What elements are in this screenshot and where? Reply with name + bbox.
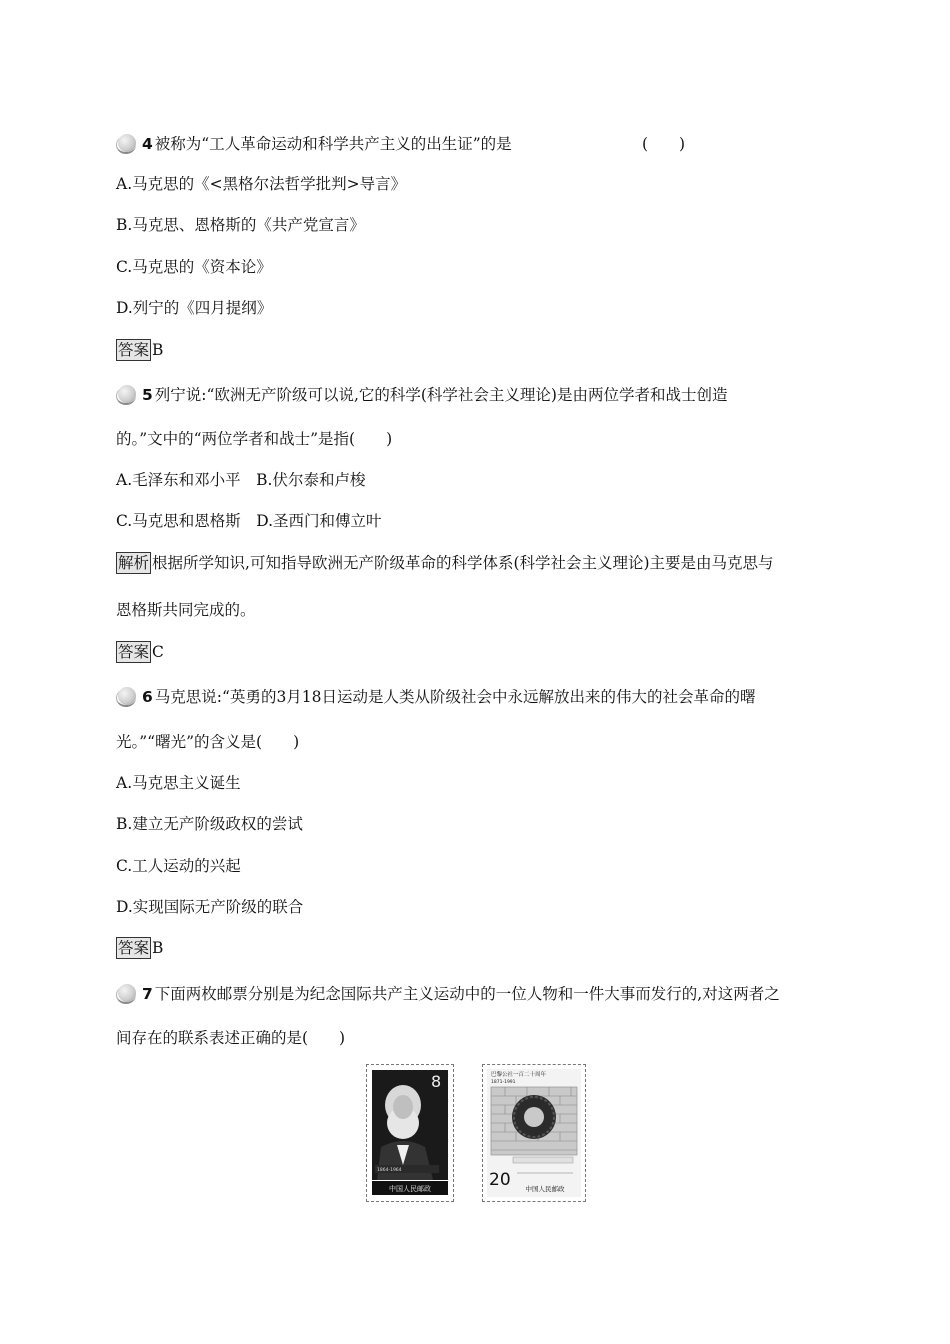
question-number: 5 [142, 386, 153, 404]
question-text: 下面两枚邮票分别是为纪念国际共产主义运动中的一位人物和一件大事而发行的,对这两者之 [154, 985, 780, 1003]
analysis-text: 根据所学知识,可知指导欧洲无产阶级革命的科学体系(科学社会主义理论)主要是由马克思与 [152, 554, 774, 572]
marx-portrait-image [367, 1065, 453, 1201]
stamp-value: 8 [431, 1072, 442, 1091]
stamp-years: 1871-1991 [491, 1080, 516, 1085]
question-marker-icon [116, 133, 138, 155]
question-text-continued: 间存在的联系表述正确的是( ) [116, 1029, 346, 1047]
option-b: B.马克思、恩格斯的《共产党宣言》 [116, 216, 365, 234]
answer-value: B [152, 341, 164, 359]
question-text: 马克思说:“英勇的3月18日运动是人类从阶级社会中永远解放出来的伟大的社会革命的曙 [154, 688, 756, 706]
stamps-figure [366, 1064, 588, 1204]
analysis-text-continued: 恩格斯共同完成的。 [116, 601, 256, 619]
wreath-wall-image [483, 1065, 585, 1201]
paris-commune-stamp [482, 1064, 586, 1202]
answer-value: C [152, 643, 164, 661]
question-marker-icon [116, 686, 138, 708]
option-c: C.马克思的《资本论》 [116, 258, 272, 276]
answer-row [116, 641, 164, 663]
question-number: 4 [142, 135, 153, 153]
stamp-value: 20 [489, 1170, 511, 1190]
stamp-issuer: 中国人民邮政 [525, 1185, 565, 1193]
options-row-1: A.毛泽东和邓小平 B.伏尔泰和卢梭 [116, 471, 366, 489]
question-text: 被称为“工人革命运动和科学共产主义的出生证”的是 [154, 135, 512, 153]
answer-value: B [152, 939, 164, 957]
answer-blank: ( ) [642, 135, 686, 153]
analysis-row [116, 552, 774, 574]
stamp-header: 巴黎公社一百二十周年 [491, 1072, 547, 1078]
question-7-stem [116, 983, 780, 1005]
question-text: 列宁说:“欧洲无产阶级可以说,它的科学(科学社会主义理论)是由两位学者和战士创造 [154, 386, 728, 404]
question-number: 6 [142, 688, 153, 706]
option-c: C.工人运动的兴起 [116, 857, 241, 875]
question-marker-icon [116, 983, 138, 1005]
answer-label: 答案 [118, 341, 150, 359]
option-d: D.实现国际无产阶级的联合 [116, 898, 304, 916]
answer-label: 答案 [118, 939, 150, 957]
question-4-stem [116, 133, 512, 155]
option-b: B.建立无产阶级政权的尝试 [116, 815, 303, 833]
analysis-label: 解析 [118, 554, 150, 572]
question-text-continued: 光。”“曙光”的含义是( ) [116, 733, 300, 751]
answer-label: 答案 [118, 643, 150, 661]
stamp-issuer: 中国人民邮政 [389, 1185, 431, 1193]
option-d: D.列宁的《四月提纲》 [116, 299, 273, 317]
question-5-stem [116, 384, 727, 406]
question-6-stem [116, 686, 756, 708]
marx-stamp [366, 1064, 454, 1202]
question-marker-icon [116, 384, 138, 406]
options-row-2: C.马克思和恩格斯 D.圣西门和傅立叶 [116, 512, 382, 530]
option-a: A.马克思主义诞生 [116, 774, 241, 792]
answer-row [116, 937, 163, 959]
svg-text:1864-1964: 1864-1964 [377, 1168, 402, 1173]
question-number: 7 [142, 985, 153, 1003]
question-text-continued: 的。”文中的“两位学者和战士”是指( ) [116, 430, 393, 448]
option-a: A.马克思的《<黑格尔法哲学批判>导言》 [116, 175, 407, 193]
answer-row [116, 339, 163, 361]
